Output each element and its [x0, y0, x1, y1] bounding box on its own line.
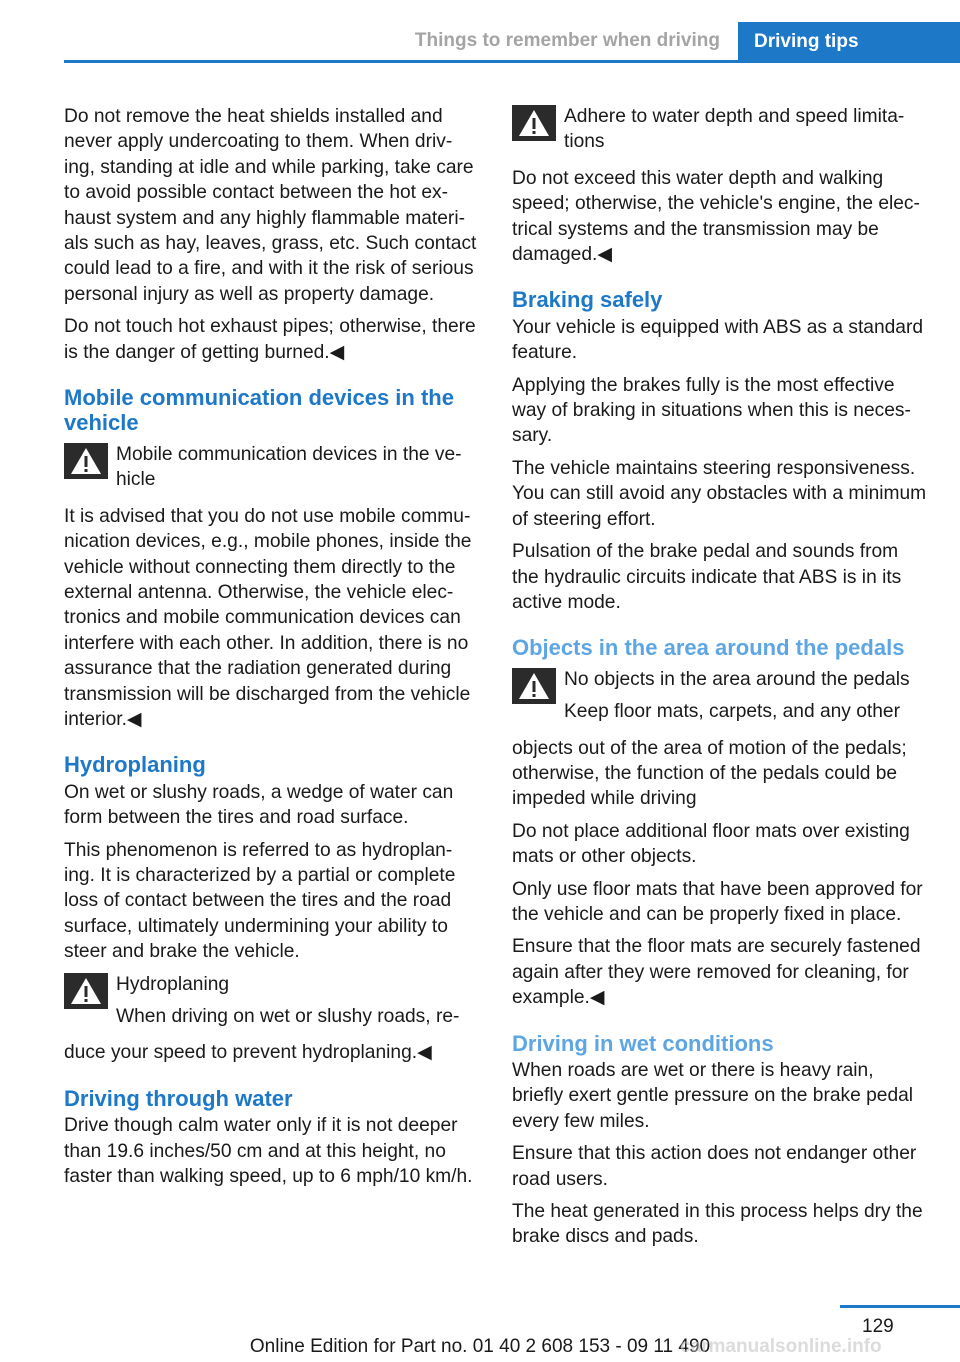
- warning-triangle-icon: [512, 668, 556, 704]
- section-heading-braking: Braking safely: [512, 287, 663, 313]
- page-number: 129: [862, 1316, 894, 1337]
- paragraph: Ensure that this action does not endanger other road users.: [512, 1143, 917, 1190]
- paragraph: Do not remove the heat shields installed and never apply undercoating to them. When driv-ing, standing at idle and while parking, take care to avoid possible contact between the hot ex-haust system and any highly flammable materi-als such as hay, leaves, grass, etc. Such contact could lead to a fire, and with it the risk of serious personal injury as well as property damage.: [64, 106, 477, 305]
- right-column: [512, 104, 930, 1257]
- header-rule: [64, 60, 960, 63]
- paragraph: Do not exceed this water depth and walking speed; otherwise, the vehicle's engine, the elec-trical systems and the transmission may be damaged.◀: [512, 167, 920, 266]
- paragraph: When roads are wet or there is heavy rain, briefly exert gentle pressure on the brake pedal every few miles.: [512, 1060, 914, 1132]
- warning-block: [64, 972, 482, 1037]
- edition-footer: Online Edition for Part no. 01 40 2 608 153 - 09 11 490: [249, 1336, 711, 1357]
- warning-title: Adhere to water depth and speed limita-tions: [564, 106, 905, 153]
- warning-triangle-icon: [512, 105, 556, 141]
- paragraph: Only use floor mats that have been approved for the vehicle and can be properly fixed in place.: [512, 878, 923, 925]
- paragraph: Pulsation of the brake pedal and sounds from the hydraulic circuits indicate that ABS is in its active mode.: [512, 541, 902, 613]
- paragraph: objects out of the area of motion of the pedals; otherwise, the function of the pedals could be impeded while driving: [512, 737, 907, 810]
- header-section-title: Things to remember when driving: [414, 30, 720, 51]
- paragraph: On wet or slushy roads, a wedge of water can form between the tires and road surface.: [64, 781, 454, 829]
- section-heading-pedals: Objects in the area around the pedals: [512, 635, 905, 661]
- paragraph: Drive though calm water only if it is not deeper than 19.6 inches/50 cm and at this height, no faster than walking speed, up to 6 mph/10 km/h.: [64, 1115, 473, 1188]
- paragraph: Your vehicle is equipped with ABS as a standard feature.: [512, 316, 924, 364]
- left-column: [64, 104, 482, 1196]
- warning-title: Mobile communication devices in the ve-hicle: [116, 443, 462, 491]
- section-heading-wet: Driving in wet conditions: [512, 1030, 774, 1056]
- section-heading-water: Driving through water: [64, 1085, 293, 1111]
- paragraph: The heat generated in this process helps dry the brake discs and pads.: [512, 1201, 923, 1248]
- header-chapter-tab: Driving tips: [738, 22, 960, 63]
- warning-triangle-icon: [64, 973, 108, 1009]
- warning-title: No objects in the area around the pedals: [564, 668, 910, 690]
- page-number-rule: [840, 1305, 960, 1308]
- section-heading-hydroplaning: Hydroplaning: [64, 752, 206, 778]
- paragraph: This phenomenon is referred to as hydroplan-ing. It is characterized by a partial or complete loss of contact between the tires and the road surface, ultimately undermining your ability to steer and brake the vehicle.: [64, 839, 456, 963]
- warning-triangle-icon: [64, 443, 108, 479]
- paragraph: Do not place additional floor mats over existing mats or other objects.: [512, 820, 910, 868]
- paragraph: It is advised that you do not use mobile commu-nication devices, e.g., mobile phones, inside the vehicle without connecting them directly to the external antenna. Otherwise, the vehicle elec-tronics and mobile communication devices can interfere with each other. In addition, there is no assurance that the radiation generated during transmission will be discharged from the vehicle interior.◀: [64, 505, 472, 730]
- paragraph: Ensure that the floor mats are securely fastened again after they were removed for cleaning, for example.◀: [512, 936, 921, 1009]
- warning-text: When driving on wet or slushy roads, re-: [116, 1006, 460, 1027]
- warning-title: Hydroplaning: [116, 973, 230, 995]
- warning-block: [64, 442, 482, 500]
- watermark: carmanualsonline.info: [680, 1336, 882, 1357]
- paragraph: duce your speed to prevent hydroplaning.◀: [64, 1042, 432, 1064]
- warning-block: [512, 104, 930, 162]
- section-heading-mobile: Mobile communication devices in the vehicle: [64, 385, 454, 436]
- warning-text: Keep floor mats, carpets, and any other: [564, 701, 900, 723]
- paragraph: Do not touch hot exhaust pipes; otherwise, there is the danger of getting burned.◀: [64, 316, 476, 363]
- paragraph: The vehicle maintains steering responsiveness. You can still avoid any obstacles with a minimum of steering effort.: [512, 457, 927, 530]
- page-header: [0, 0, 960, 62]
- paragraph: Applying the brakes fully is the most effective way of braking in situations when this is neces-sary.: [512, 374, 911, 447]
- warning-block: [512, 667, 930, 732]
